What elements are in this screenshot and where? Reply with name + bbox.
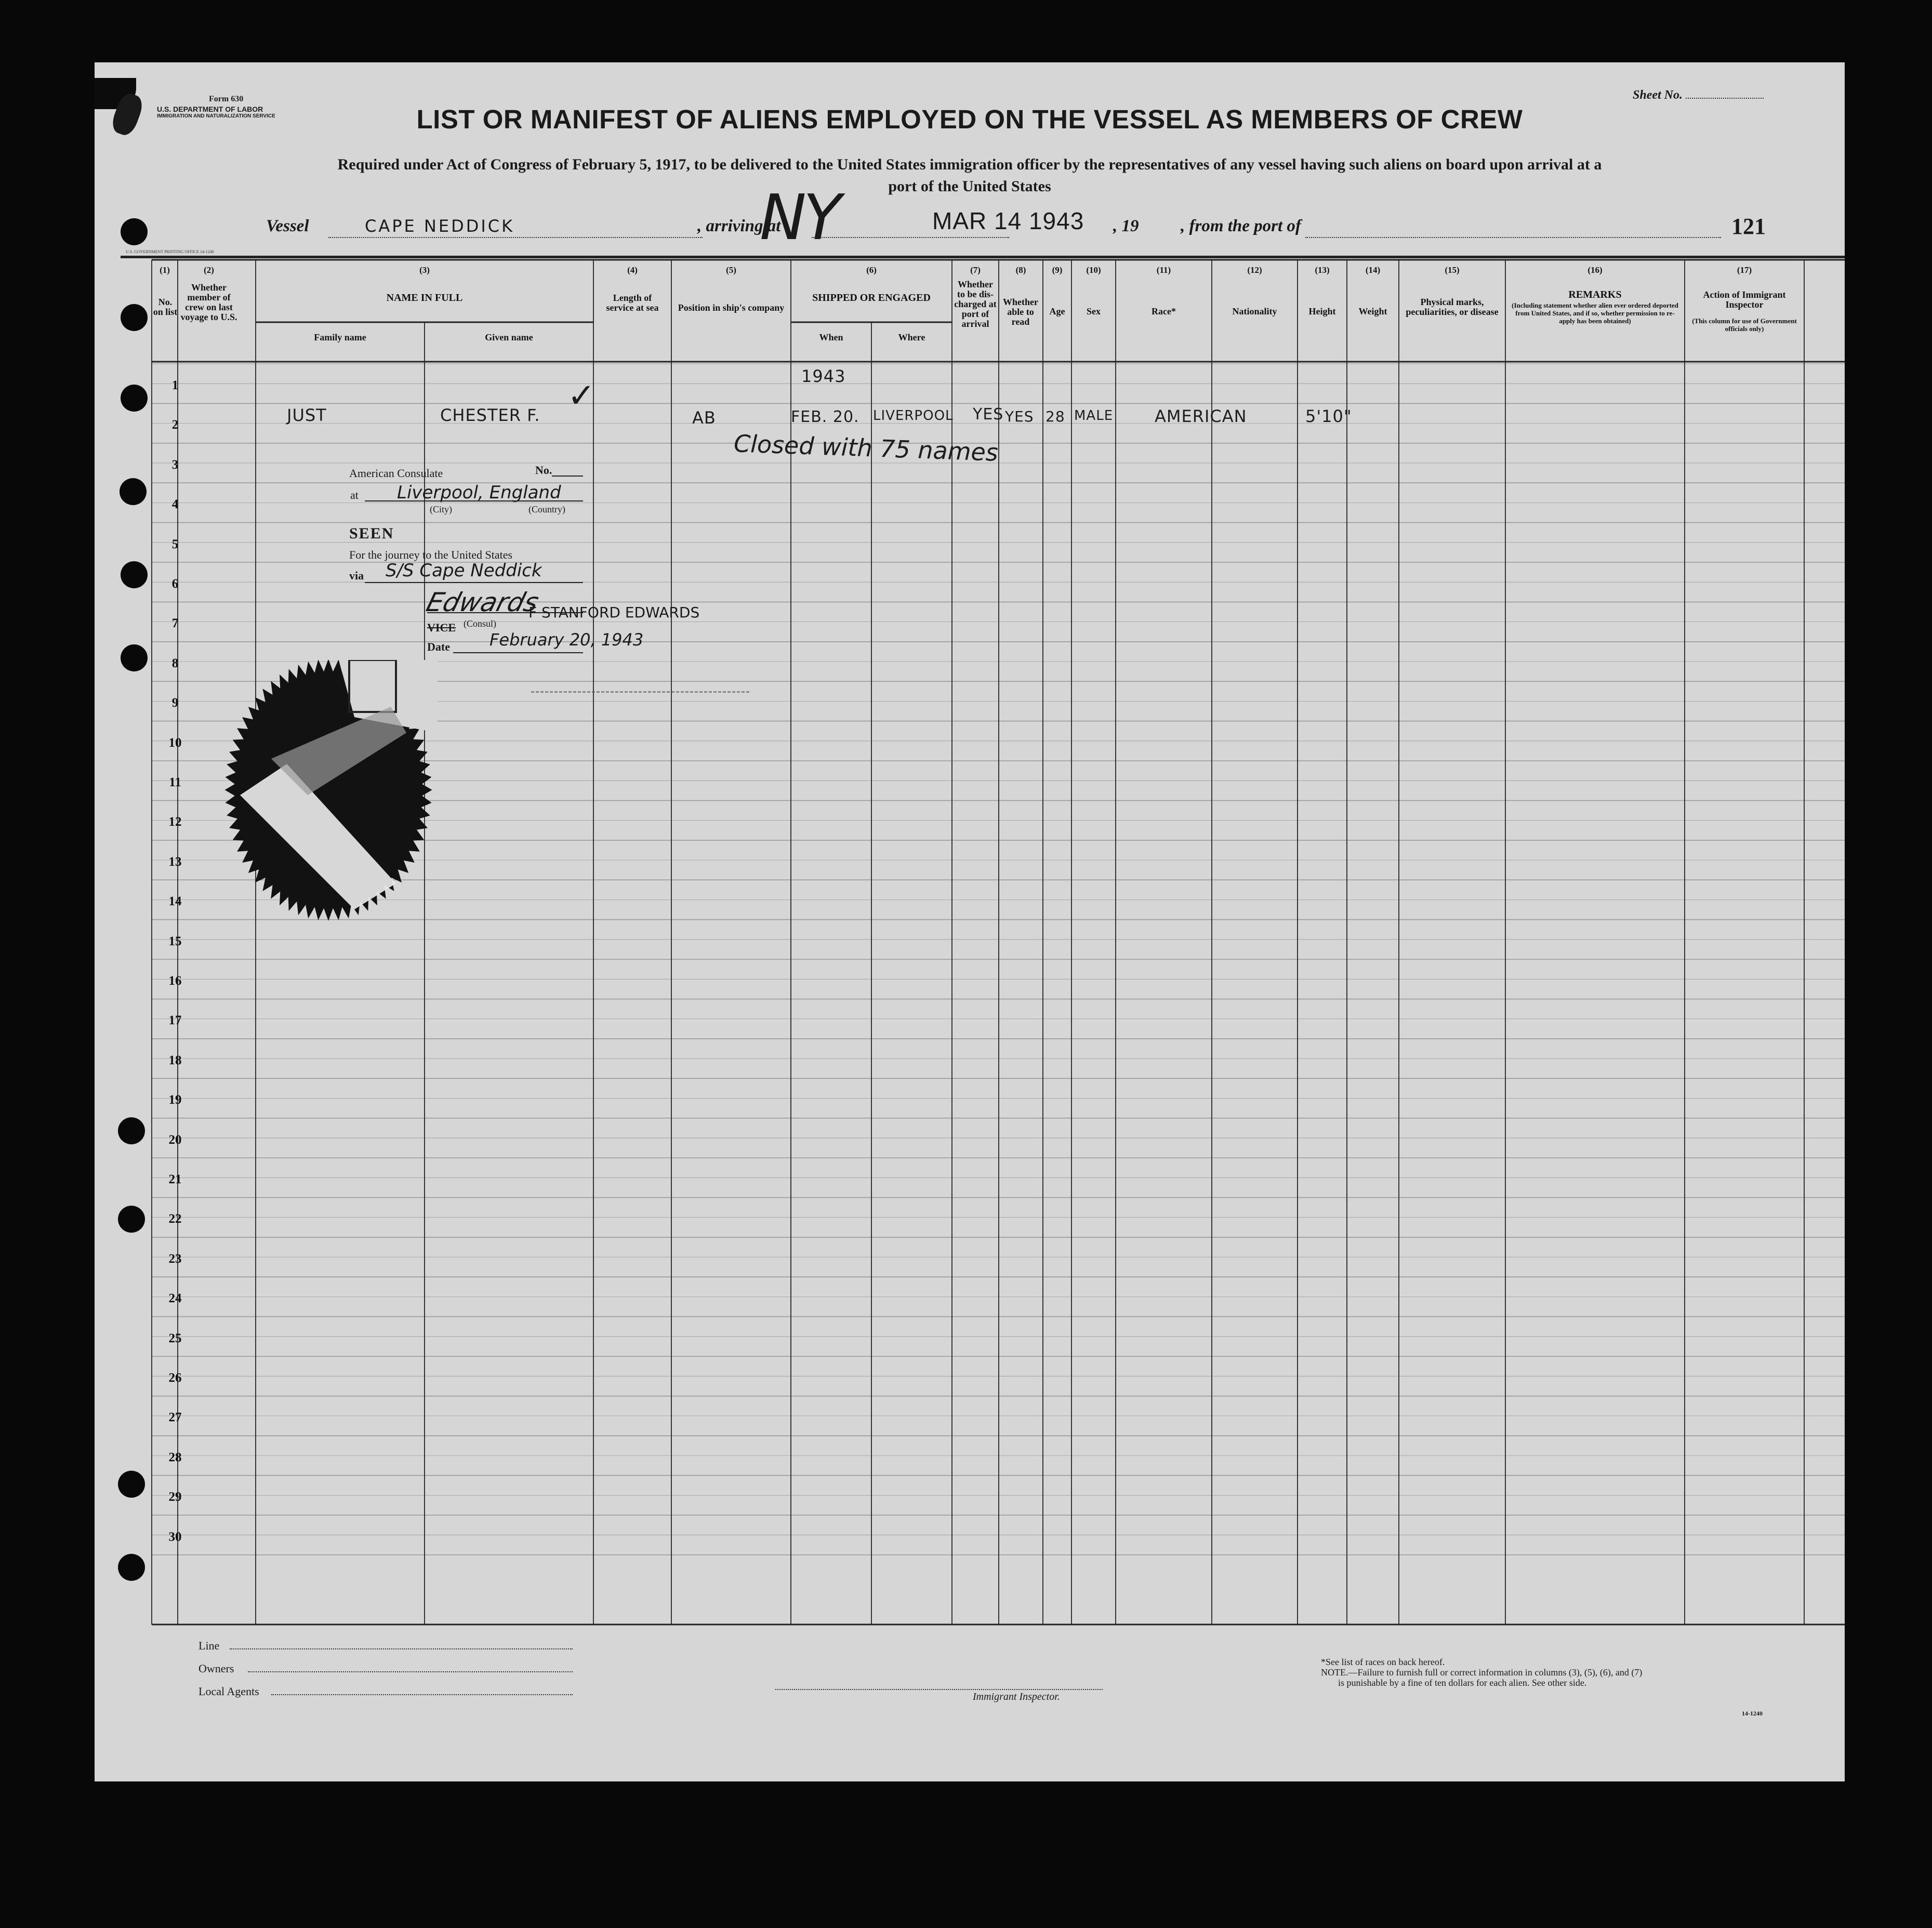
via-ship: S/S Cape Neddick bbox=[386, 560, 542, 581]
consul-date: February 20, 1943 bbox=[489, 630, 644, 650]
city-label: (City) bbox=[430, 504, 452, 514]
row-number: 1 bbox=[171, 378, 179, 392]
col12-label: Nationality bbox=[1232, 306, 1277, 316]
subtitle-line-2: port of the United States bbox=[888, 178, 1051, 195]
binder-hole bbox=[118, 1206, 145, 1233]
row-number: 23 bbox=[168, 1251, 182, 1266]
row-number: 7 bbox=[171, 616, 179, 631]
col5-num: (5) bbox=[726, 265, 736, 275]
inspector-label: Immigrant Inspector. bbox=[973, 1691, 1060, 1702]
seen-label: SEEN bbox=[349, 525, 394, 542]
row-number: 13 bbox=[168, 854, 182, 869]
arriving-port: NY bbox=[760, 182, 839, 254]
col13-label: Height bbox=[1308, 306, 1336, 316]
col14-num: (14) bbox=[1365, 265, 1381, 275]
col16-num: (16) bbox=[1587, 265, 1603, 275]
country-label: (Country) bbox=[528, 504, 565, 514]
col9-num: (9) bbox=[1052, 265, 1063, 275]
col1-label: No. on list bbox=[153, 297, 178, 317]
row-number: 8 bbox=[171, 656, 179, 670]
date-stamp: MAR 14 1943 bbox=[932, 207, 1084, 234]
position: AB bbox=[692, 408, 716, 428]
consulate-no: No. bbox=[535, 464, 552, 477]
row-number: 18 bbox=[168, 1053, 182, 1067]
col12-num: (12) bbox=[1247, 265, 1262, 275]
stamp-smudge bbox=[531, 676, 749, 693]
manifest-sheet bbox=[95, 62, 1845, 1781]
col14-label: Weight bbox=[1358, 306, 1387, 316]
nationality: AMERICAN bbox=[1155, 406, 1247, 426]
fine-note-2: is punishable by a fine of ten dollars for each alien. See other side. bbox=[1338, 1678, 1587, 1688]
vessel-label: Vessel bbox=[266, 217, 309, 235]
binder-hole bbox=[121, 385, 148, 412]
vessel-name: CAPE NEDDICK bbox=[365, 216, 515, 236]
subtitle-line-1: Required under Act of Congress of February 5, 1917, to be delivered to the United States immigration officer by the representatives of any vessel having such aliens on board upon arrival at a bbox=[337, 156, 1602, 173]
form-code: 14-1240 bbox=[1742, 1710, 1763, 1717]
col17-num: (17) bbox=[1737, 265, 1752, 275]
col5-label: Position in ship's company bbox=[678, 302, 785, 313]
col3-label: NAME IN FULL bbox=[386, 292, 463, 303]
vice-label: VICE bbox=[427, 621, 456, 634]
department-line: U.S. DEPARTMENT OF LABOR bbox=[157, 105, 263, 113]
row-number: 27 bbox=[168, 1410, 182, 1425]
year-label: , 19 bbox=[1113, 217, 1139, 235]
col11-label: Race* bbox=[1152, 306, 1176, 316]
col11-num: (11) bbox=[1156, 265, 1171, 275]
age: 28 bbox=[1046, 408, 1065, 425]
col17-note: (This column for use of Government officials only) bbox=[1692, 317, 1797, 333]
row-number: 21 bbox=[168, 1172, 182, 1186]
col10-label: Sex bbox=[1087, 306, 1101, 316]
col3-given: Given name bbox=[485, 332, 533, 342]
page-number: 121 bbox=[1731, 214, 1766, 239]
from-port-label: , from the port of bbox=[1181, 217, 1301, 235]
row-number: 22 bbox=[168, 1212, 182, 1226]
date-label: Date bbox=[427, 640, 450, 653]
row-number: 3 bbox=[171, 457, 179, 472]
row-number: 14 bbox=[168, 894, 182, 909]
family-name: JUST bbox=[287, 405, 327, 425]
row-number: 26 bbox=[168, 1371, 182, 1385]
row-number: 16 bbox=[168, 974, 182, 988]
col7-num: (7) bbox=[970, 265, 981, 275]
races-note: *See list of races on back hereof. bbox=[1321, 1657, 1445, 1667]
col6-when: When bbox=[819, 332, 843, 342]
col8-label: Whether able to read bbox=[1003, 297, 1038, 327]
col2-label: Whether member of crew on last voyage to U.S. bbox=[180, 282, 237, 322]
row-number: 20 bbox=[168, 1132, 182, 1147]
row-number: 5 bbox=[171, 537, 179, 551]
binder-hole bbox=[118, 1471, 145, 1498]
row-number: 4 bbox=[171, 497, 179, 512]
consulate-at: at bbox=[350, 488, 359, 501]
consul-signature: Edwards bbox=[423, 587, 542, 617]
row-number: 19 bbox=[168, 1093, 182, 1107]
row-number: 24 bbox=[168, 1291, 182, 1306]
agents-label: Local Agents bbox=[199, 1685, 259, 1698]
col9-label: Age bbox=[1049, 306, 1065, 316]
row-number: 25 bbox=[168, 1331, 182, 1345]
shipped-where: LIVERPOOL bbox=[873, 408, 954, 424]
row-number: 2 bbox=[171, 418, 179, 432]
col1-num: (1) bbox=[160, 265, 170, 275]
col7-label: Whether to be dis-charged at port of arrival bbox=[954, 279, 997, 329]
binder-hole bbox=[121, 304, 148, 331]
row-number: 12 bbox=[168, 815, 182, 829]
col4-num: (4) bbox=[627, 265, 638, 275]
col16-note: (Including statement whether alien ever ordered deported from United States, and if so, whether permission to re-apply has been obtained) bbox=[1512, 301, 1678, 325]
binder-hole bbox=[120, 478, 147, 505]
consul-label: (Consul) bbox=[464, 618, 496, 629]
owners-label: Owners bbox=[199, 1662, 234, 1675]
able-to-read: YES bbox=[1005, 408, 1034, 425]
col16-label: REMARKS bbox=[1568, 289, 1622, 300]
row-number: 6 bbox=[171, 577, 179, 591]
sheet-number-label: Sheet No. bbox=[1633, 88, 1764, 102]
shipped-year: 1943 bbox=[801, 366, 846, 386]
binder-hole bbox=[121, 218, 148, 245]
col3-num: (3) bbox=[419, 265, 430, 275]
row-number: 15 bbox=[168, 934, 182, 948]
binder-hole bbox=[121, 561, 148, 588]
col4-label: Length of service at sea bbox=[606, 293, 659, 313]
consular-seal bbox=[219, 660, 438, 951]
discharged: YES bbox=[973, 405, 1004, 424]
consul-name: F STANFORD EDWARDS bbox=[528, 604, 700, 621]
col13-num: (13) bbox=[1315, 265, 1330, 275]
via-label: via bbox=[349, 569, 364, 582]
col10-num: (10) bbox=[1086, 265, 1101, 275]
row-number: 30 bbox=[168, 1529, 182, 1544]
row-number: 28 bbox=[168, 1450, 182, 1464]
given-name: CHESTER F. bbox=[440, 405, 540, 425]
printing-office: U.S. GOVERNMENT PRINTING OFFICE 14-1240 bbox=[126, 249, 214, 254]
consulate-line: American Consulate bbox=[349, 467, 443, 480]
arriving-label: , arriving at bbox=[697, 217, 781, 235]
row-number: 29 bbox=[168, 1490, 182, 1504]
sex: MALE bbox=[1074, 408, 1114, 424]
row-number: 11 bbox=[169, 775, 181, 789]
shipped-when: FEB. 20. bbox=[791, 408, 859, 426]
journey-label: For the journey to the United States bbox=[349, 548, 513, 561]
col2-num: (2) bbox=[204, 265, 214, 275]
form-number: Form 630 bbox=[209, 95, 244, 103]
check-mark: ✓ bbox=[567, 377, 596, 415]
col8-num: (8) bbox=[1015, 265, 1026, 275]
col6-label: SHIPPED OR ENGAGED bbox=[812, 292, 931, 303]
binder-hole bbox=[118, 1117, 145, 1144]
col17-label: Action of Immigrant Inspector bbox=[1703, 289, 1786, 310]
col15-label: Physical marks, peculiarities, or disease bbox=[1406, 297, 1499, 317]
col15-num: (15) bbox=[1445, 265, 1460, 275]
col6-num: (6) bbox=[866, 265, 877, 275]
closed-note: Closed with 75 names bbox=[733, 429, 999, 467]
service-line: IMMIGRATION AND NATURALIZATION SERVICE bbox=[157, 113, 275, 119]
row-number: 17 bbox=[168, 1013, 182, 1028]
row-number: 10 bbox=[168, 735, 182, 750]
page-title: LIST OR MANIFEST OF ALIENS EMPLOYED ON THE VESSEL AS MEMBERS OF CREW bbox=[416, 104, 1523, 134]
col6-where: Where bbox=[898, 332, 925, 342]
height: 5'10" bbox=[1305, 406, 1352, 426]
binder-hole bbox=[118, 1554, 145, 1581]
row-number: 9 bbox=[171, 696, 179, 710]
binder-hole bbox=[121, 644, 148, 671]
consulate-city: Liverpool, England bbox=[397, 482, 561, 503]
col3-family: Family name bbox=[314, 332, 366, 342]
line-label: Line bbox=[199, 1639, 220, 1652]
fine-note: NOTE.—Failure to furnish full or correct information in columns (3), (5), (6), and (7) bbox=[1321, 1667, 1643, 1678]
